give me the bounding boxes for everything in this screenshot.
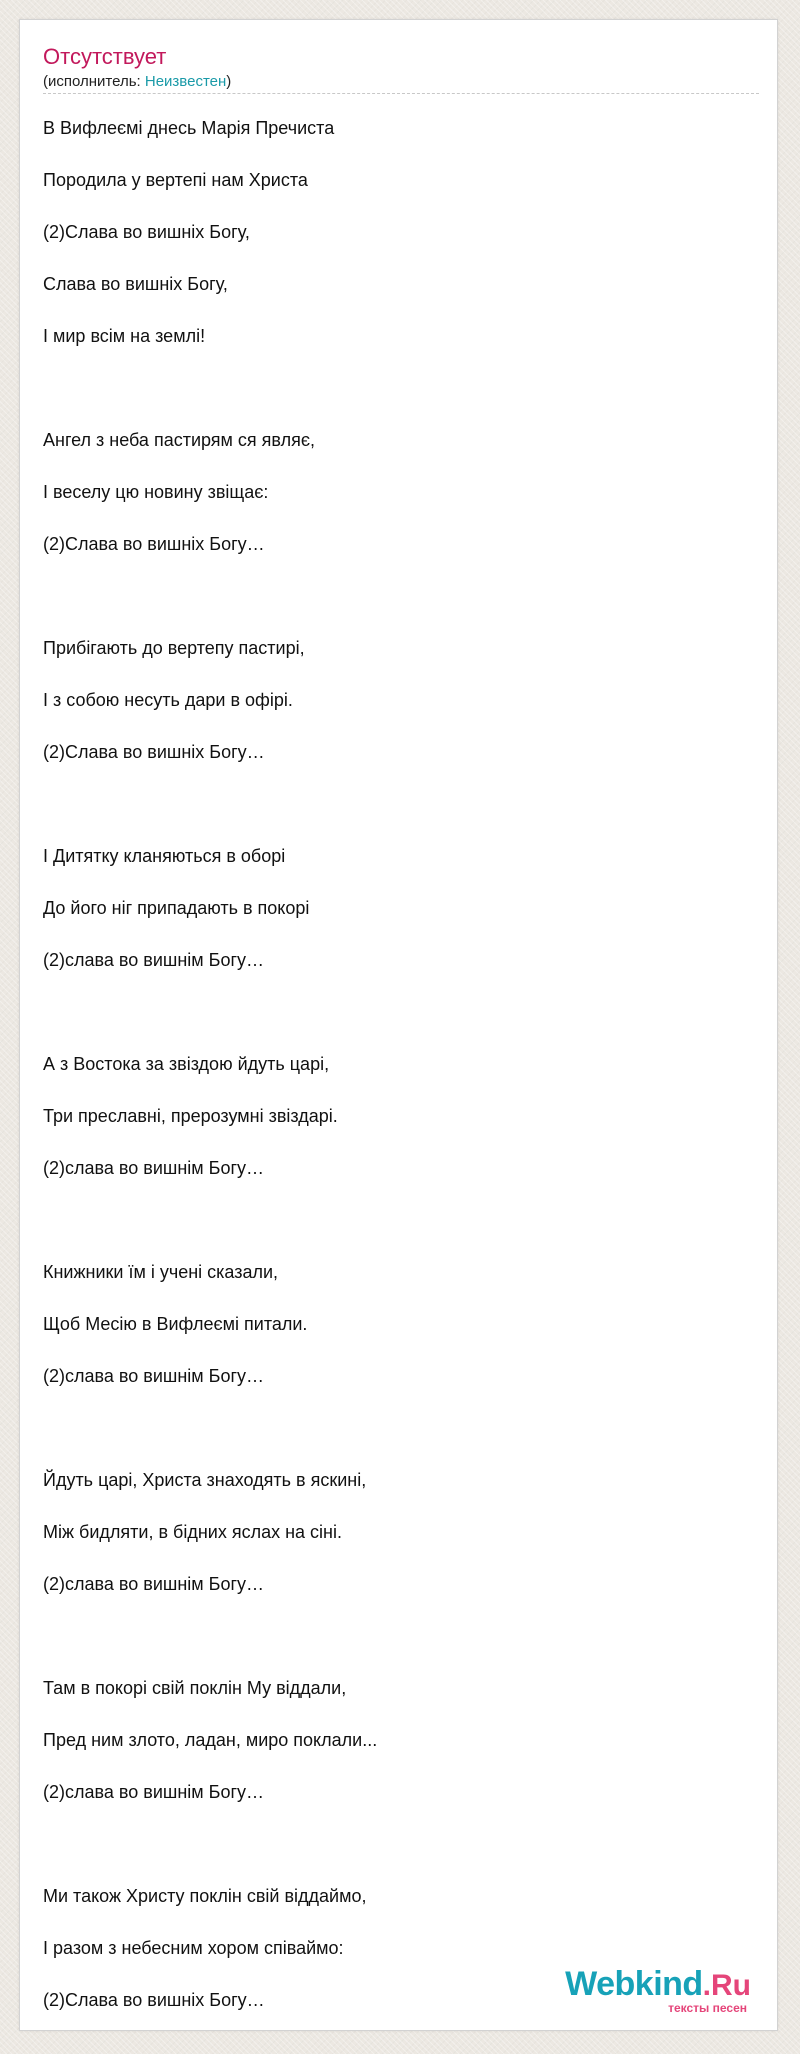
lyric-line: (2)слава во вишнім Богу… — [43, 1366, 265, 1386]
lyric-line: І веселу цю новину звіщає: — [43, 482, 269, 502]
stanza — [43, 1260, 743, 1388]
lyric-line: Прибігають до вертепу пастирі, — [43, 638, 305, 658]
stanza — [43, 116, 743, 348]
lyric-line: (2)Слава во вишніх Богу… — [43, 534, 265, 554]
lyric-line: А з Востока за звіздою йдуть царі, — [43, 1054, 330, 1074]
lyric-line: Пред ним злото, ладан, миро поклали... — [43, 1730, 378, 1750]
lyric-line: Там в покорі свій поклін Му віддали, — [43, 1678, 347, 1698]
stanza-gap — [43, 584, 743, 636]
song-title: Отсутствует — [43, 44, 167, 69]
lyric-line: (2)Слава во вишніх Богу… — [43, 742, 265, 762]
lyric-line: (2)слава во вишнім Богу… — [43, 1782, 265, 1802]
lyric-line: (2)слава во вишнім Богу… — [43, 950, 265, 970]
performer-prefix: (исполнитель: — [43, 73, 145, 90]
watermark-tld: .Ru — [702, 1969, 751, 2002]
stanza-gap — [43, 376, 743, 428]
lyric-line: Породила у вертепі нам Христа — [43, 170, 308, 190]
stanza-gap — [43, 1624, 743, 1676]
lyric-line: І Дитятку кланяються в оборі — [43, 846, 286, 866]
lyric-line: І разом з небесним хором співаймо: — [43, 1938, 344, 1958]
stanza-gap — [43, 1208, 743, 1260]
lyric-line: (2)Слава во вишніх Богу, — [43, 222, 250, 242]
performer-line — [43, 73, 231, 91]
header-divider — [43, 93, 759, 94]
lyric-line: Ангел з неба пастирям ся являє, — [43, 430, 316, 450]
stanza-gap — [43, 792, 743, 844]
lyric-line: (2)слава во вишнім Богу… — [43, 1158, 265, 1178]
webkind-watermark — [565, 1967, 751, 2014]
stanza — [43, 1468, 743, 1596]
lyric-line: До його ніг припадають в покорі — [43, 898, 310, 918]
lyric-line: Ми також Христу поклін свій віддаймо, — [43, 1886, 367, 1906]
stanza-gap — [43, 1832, 743, 1884]
lyric-line: Йдуть царі, Христа знаходять в яскині, — [43, 1470, 367, 1490]
lyric-line: Між бидляти, в бідних яслах на сіні. — [43, 1522, 342, 1542]
lyric-line: (2)Слава во вишніх Богу… — [43, 1990, 265, 2010]
stanza-gap — [43, 1000, 743, 1052]
stanza-gap — [43, 1416, 743, 1468]
lyric-line: Книжники їм і учені сказали, — [43, 1262, 279, 1282]
stanza — [43, 1052, 743, 1180]
lyric-line: І з собою несуть дари в офірі. — [43, 690, 293, 710]
lyrics-body — [43, 116, 743, 2040]
lyric-line: Слава во вишніх Богу, — [43, 274, 228, 294]
lyrics-card — [19, 19, 778, 2031]
stanza — [43, 636, 743, 764]
stanza — [43, 428, 743, 556]
lyric-line: І мир всім на землі! — [43, 326, 206, 346]
performer-suffix: ) — [226, 73, 232, 90]
lyric-line: Щоб Месію в Вифлеємі питали. — [43, 1314, 308, 1334]
lyric-line: Три преславні, прерозумні звіздарі. — [43, 1106, 338, 1126]
stanza — [43, 1676, 743, 1804]
lyric-line: В Вифлеємі днесь Марія Пречиста — [43, 118, 335, 138]
lyric-line: (2)слава во вишнім Богу… — [43, 1574, 265, 1594]
watermark-tagline: тексты песен — [668, 2001, 747, 2015]
performer-link[interactable]: Неизвестен — [144, 73, 227, 90]
watermark-brand: Webkind — [565, 1965, 703, 2003]
stanza — [43, 844, 743, 972]
